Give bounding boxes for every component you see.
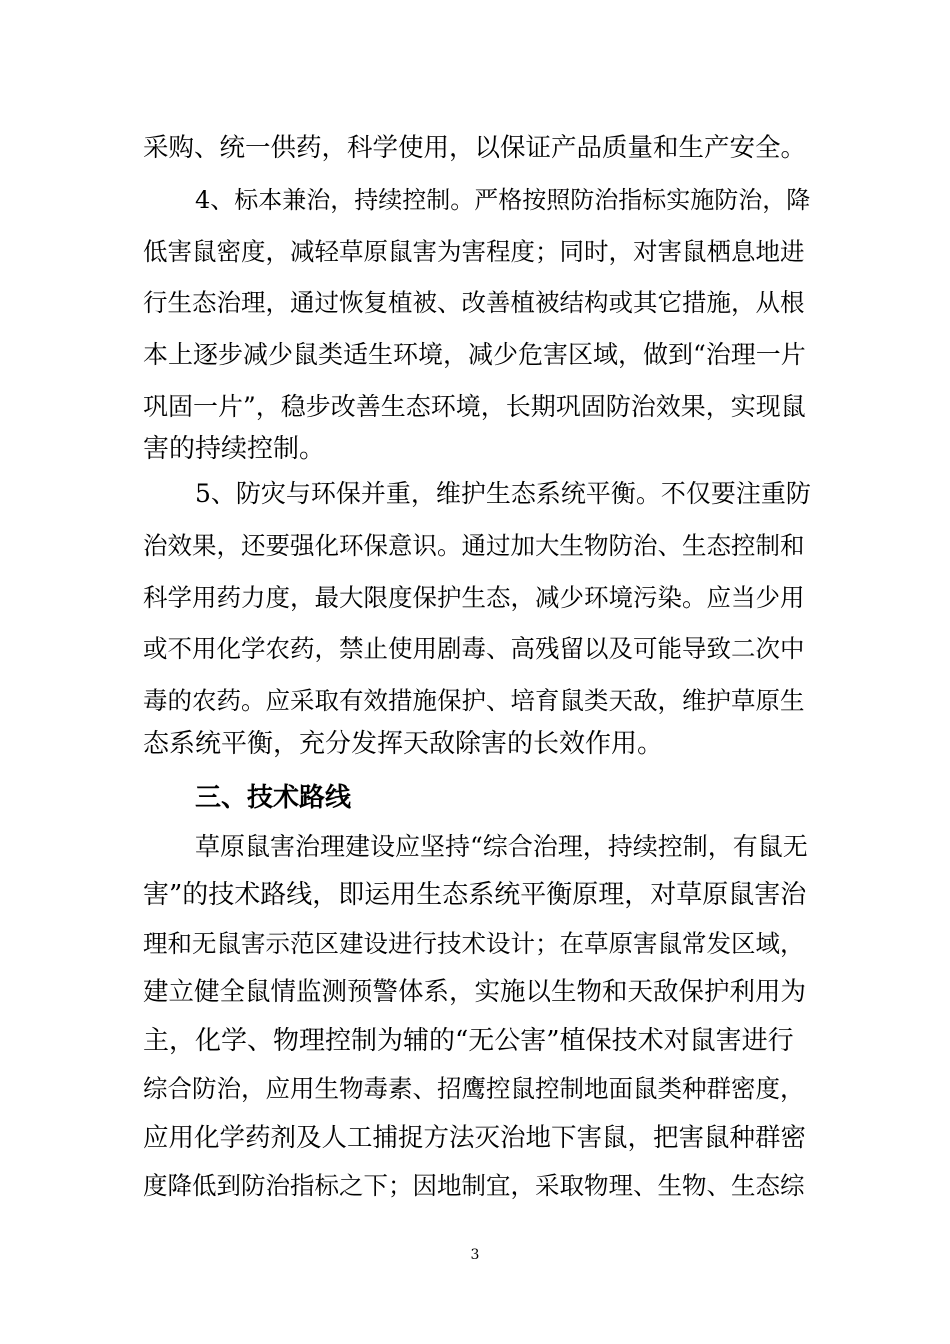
text-line: 主，化学、物理控制为辅的“无公害”植保技术对鼠害进行 — [143, 1026, 794, 1056]
text-line: 综合防治，应用生物毒素、招鹰控鼠控制地面鼠类种群密度， — [143, 1074, 805, 1103]
paragraph-start-line: 5、防灾与环保并重，维护生态系统平衡。不仅要注重防 — [195, 479, 811, 508]
paragraph-start-line: 草原鼠害治理建设应坚持“综合治理，持续控制，有鼠无 — [195, 832, 808, 861]
text-line: 科学用药力度，最大限度保护生态，减少环境污染。应当少用 — [143, 583, 805, 612]
text-line: 建立健全鼠情监测预警体系，实施以生物和天敌保护利用为 — [143, 977, 807, 1007]
text-line: 度降低到防治指标之下；因地制宜，采取物理、生物、生态综 — [143, 1171, 805, 1200]
text-line: 行生态治理，通过恢复植被、改善植被结构或其它措施，从根 — [143, 288, 805, 317]
section-heading: 三、技术路线 — [195, 783, 352, 813]
text-line: 采购、统一供药，科学使用，以保证产品质量和生产安全。 — [143, 133, 807, 163]
text-line: 或不用化学农药，禁止使用剧毒、高残留以及可能导致二次中 — [143, 634, 805, 663]
text-line: 害的持续控制。 — [143, 434, 326, 464]
text-line: 毒的农药。应采取有效措施保护、培育鼠类天敌，维护草原生 — [143, 686, 805, 715]
text-line: 治效果，还要强化环保意识。通过加大生物防治、生态控制和 — [143, 531, 805, 560]
paragraph-start-line: 4、标本兼治，持续控制。严格按照防治指标实施防治，降 — [195, 186, 811, 214]
text-line: 态系统平衡，充分发挥天敌除害的长效作用。 — [143, 729, 664, 759]
page-number: 3 — [470, 1247, 480, 1263]
text-line: 本上逐步减少鼠类适生环境，减少危害区域，做到“治理一片 — [143, 340, 806, 369]
text-line: 理和无鼠害示范区建设进行技术设计；在草原害鼠常发区域， — [143, 929, 805, 958]
text-line: 应用化学药剂及人工捕捉方法灭治地下害鼠，把害鼠种群密 — [143, 1123, 807, 1153]
text-line: 低害鼠密度，减轻草原鼠害为害程度；同时，对害鼠栖息地进 — [143, 237, 805, 266]
text-line: 害”的技术路线，即运用生态系统平衡原理，对草原鼠害治 — [143, 880, 807, 910]
text-line: 巩固一片”，稳步改善生态环境，长期巩固防治效果，实现鼠 — [143, 392, 806, 421]
